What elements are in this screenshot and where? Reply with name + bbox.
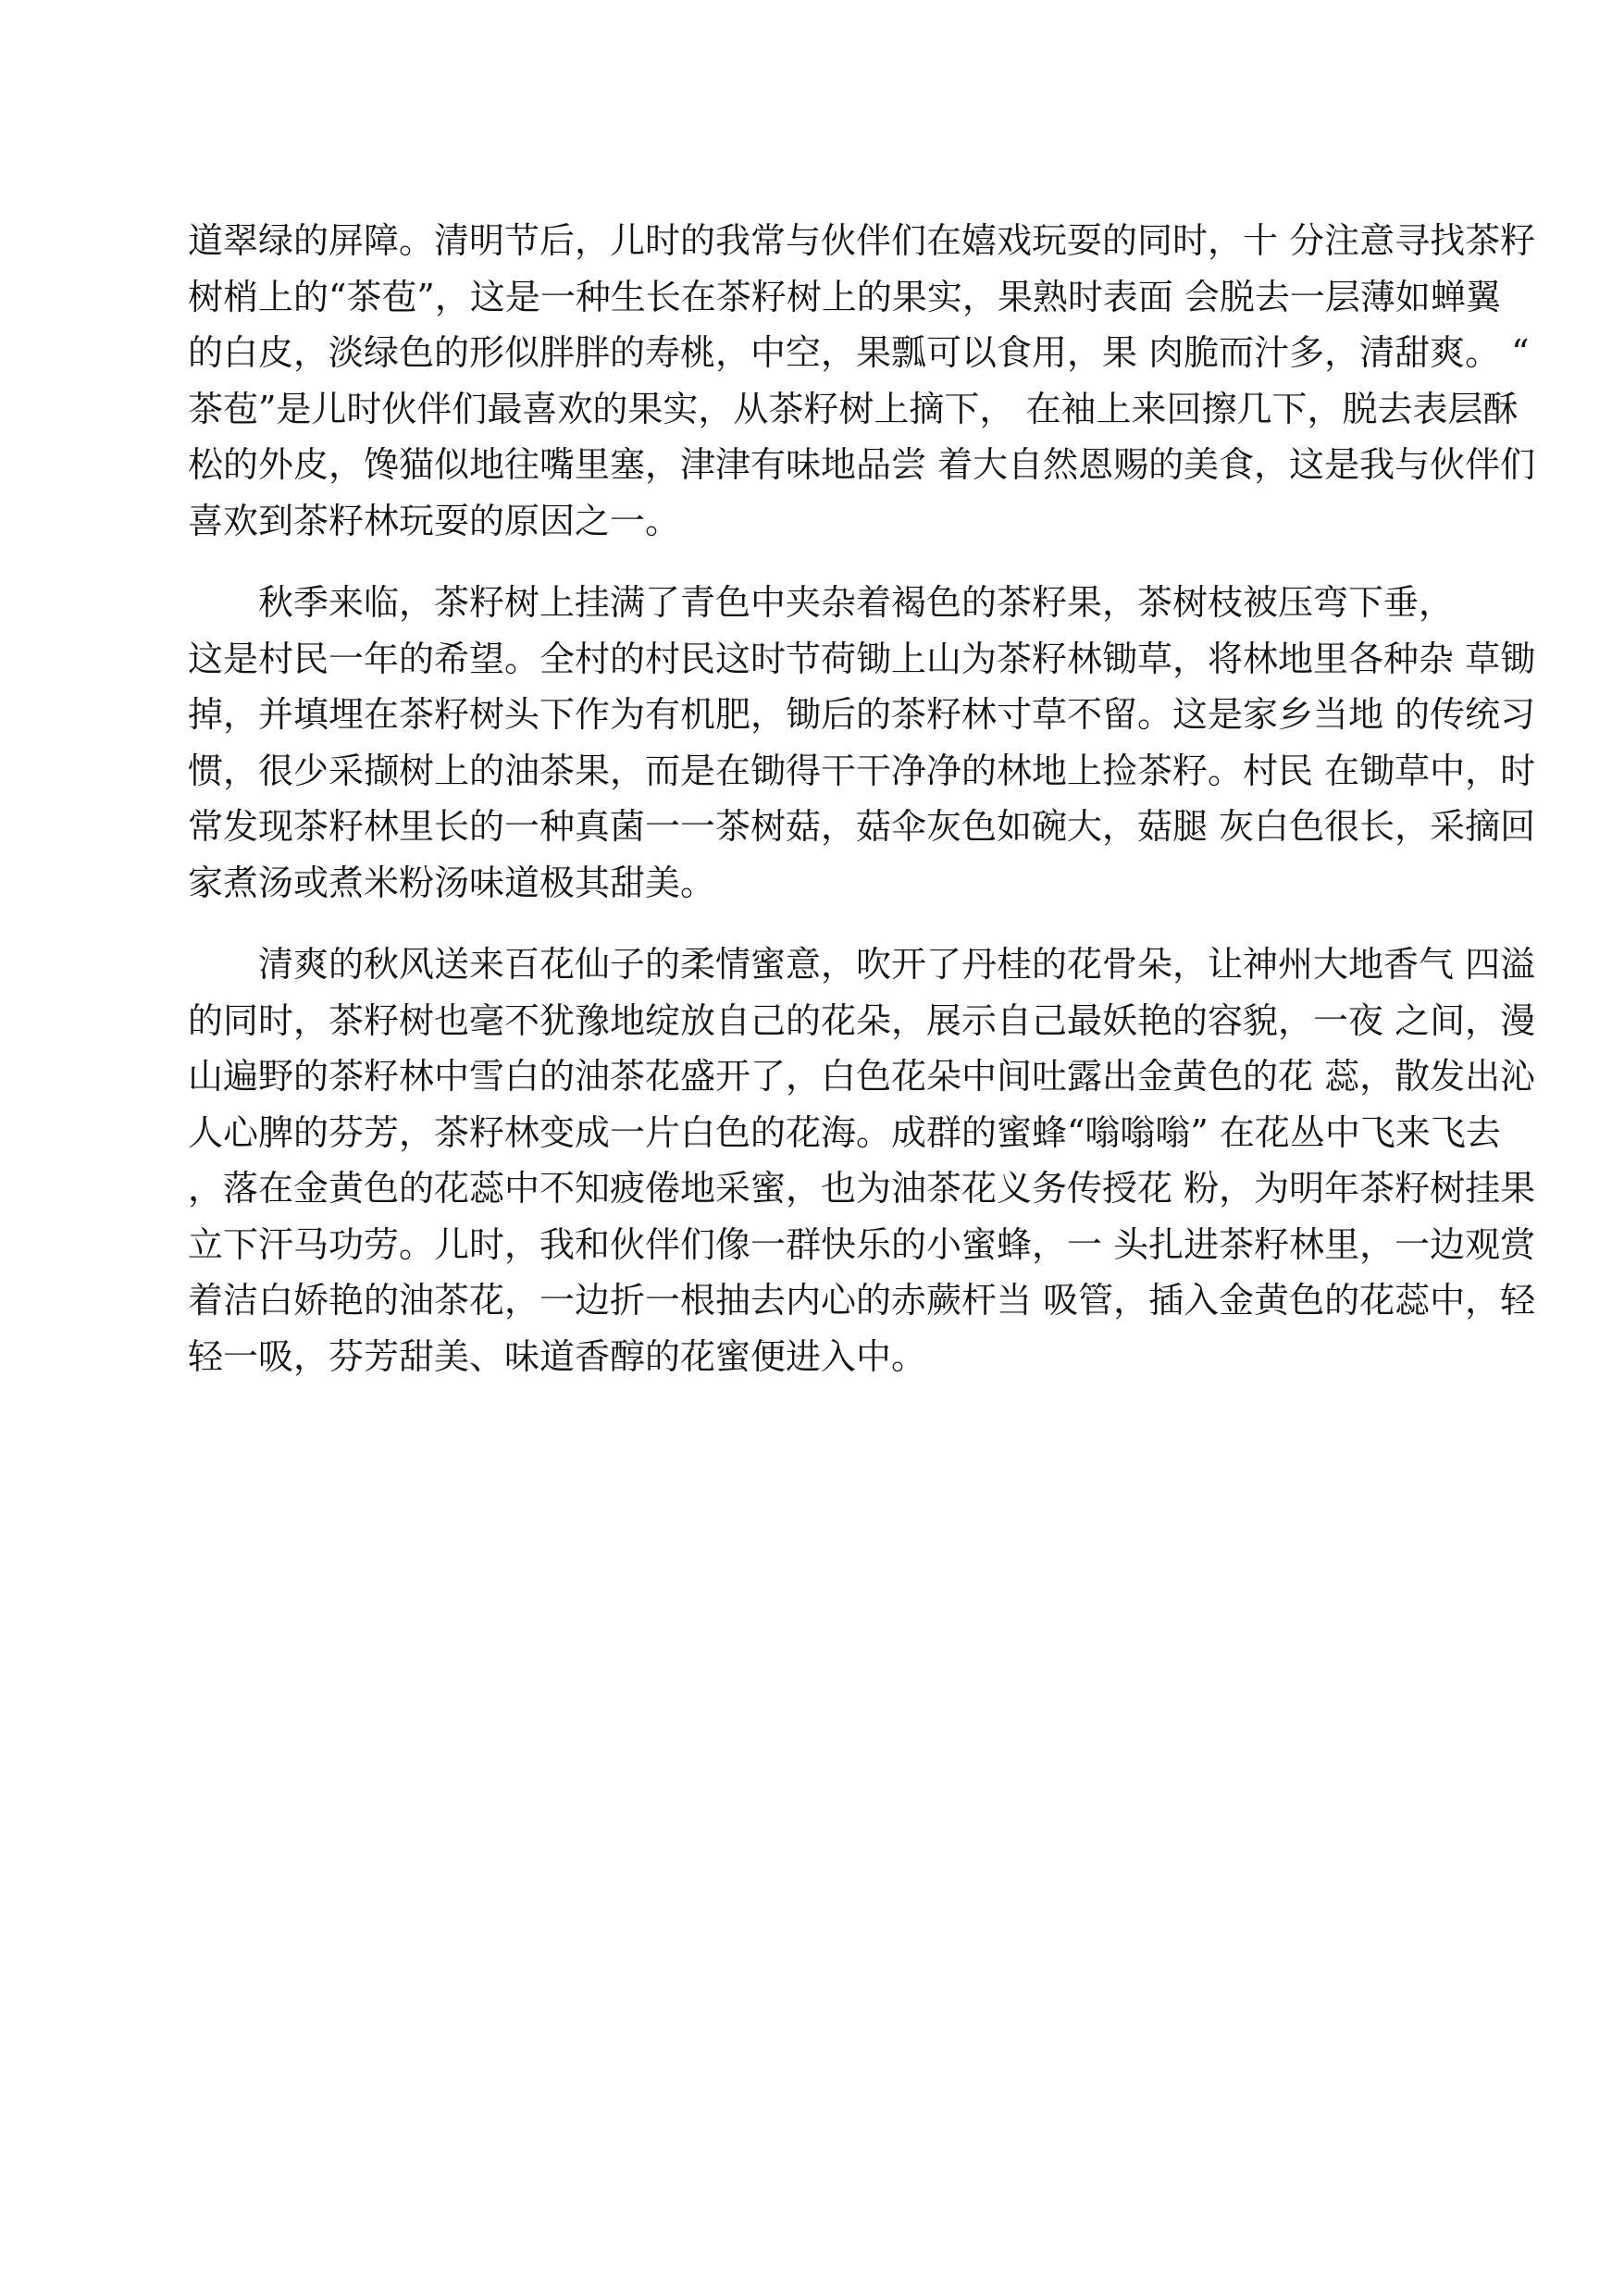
text-line: 立下汗马功劳。儿时，我和伙伴们像一群快乐的小蜜蜂，一 头扎进茶籽林里，一边观赏	[188, 1223, 1536, 1265]
text-line: ，落在金黄色的花蕊中不知疲倦地采蜜，也为油茶花义务传授花 粉，为明年茶籽树挂果	[188, 1168, 1536, 1209]
text-line: 树梢上的“茶苞”，这是一种生长在茶籽树上的果实，果熟时表面 会脱去一层薄如蝉翼	[188, 276, 1501, 317]
text-line: 山遍野的茶籽林中雪白的油茶花盛开了，白色花朵中间吐露出金黄色的花 蕊，散发出沁	[188, 1056, 1536, 1097]
text-line: 的白皮，淡绿色的形似胖胖的寿桃，中空，果瓢可以食用，果 肉脆而汁多，清甜爽。 “	[188, 332, 1530, 373]
text-line: 松的外皮，馋猫似地往嘴里塞，津津有味地品尝 着大自然恩赐的美食，这是我与伙伴们	[188, 444, 1536, 485]
text-line: 道翠绿的屏障。清明节后，儿时的我常与伙伴们在嬉戏玩耍的同时，十 分注意寻找茶籽	[188, 220, 1536, 261]
text-line: 这是村民一年的希望。全村的村民这时节荷锄上山为茶籽林锄草，将林地里各种杂 草锄	[188, 638, 1536, 679]
text-line: 轻一吸，芬芳甜美、味道香醇的花蜜便进入中。	[188, 1335, 927, 1377]
text-line: 人心脾的芬芳，茶籽林变成一片白色的花海。成群的蜜蜂“嗡嗡嗡” 在花丛中飞来飞去	[188, 1111, 1501, 1153]
paragraph-1	[188, 213, 1536, 549]
text-line: 着洁白娇艳的油茶花，一边折一根抽去内心的赤蕨杆当 吸管，插入金黄色的花蕊中，轻	[188, 1280, 1536, 1321]
text-line: 常发现茶籽林里长的一种真菌一一茶树菇，菇伞灰色如碗大，菇腿 灰白色很长，采摘回	[188, 806, 1536, 847]
text-line: 茶苞”是儿时伙伴们最喜欢的果实，从茶籽树上摘下， 在袖上来回擦几下，脱去表层酥	[188, 388, 1519, 429]
text-line: 的同时，茶籽树也毫不犹豫地绽放自己的花朵，展示自己最妖艳的容貌，一夜 之间，漫	[188, 999, 1536, 1041]
paragraph-3	[188, 937, 1536, 1384]
text-line: 喜欢到茶籽林玩耍的原因之一。	[188, 500, 681, 541]
document-body	[188, 213, 1536, 1384]
text-line: 惯，很少采撷树上的油茶果，而是在锄得干干净净的林地上捡茶籽。村民 在锄草中，时	[188, 750, 1536, 791]
text-line: 掉，并填埋在茶籽树头下作为有机肥，锄后的茶籽林寸草不留。这是家乡当地 的传统习	[188, 694, 1536, 735]
paragraph-spacer	[188, 911, 1446, 937]
paragraph-spacer	[188, 549, 1446, 575]
text-line: 清爽的秋风送来百花仙子的柔情蜜意，吹开了丹桂的花骨朵，让神州大地香气 四溢	[258, 944, 1536, 985]
text-line: 家煮汤或煮米粉汤味道极其甜美。	[188, 862, 716, 903]
text-line: 秋季来临，茶籽树上挂满了青色中夹杂着褐色的茶籽果，茶树枝被压弯下垂，	[258, 582, 1455, 623]
paragraph-2	[188, 575, 1536, 911]
